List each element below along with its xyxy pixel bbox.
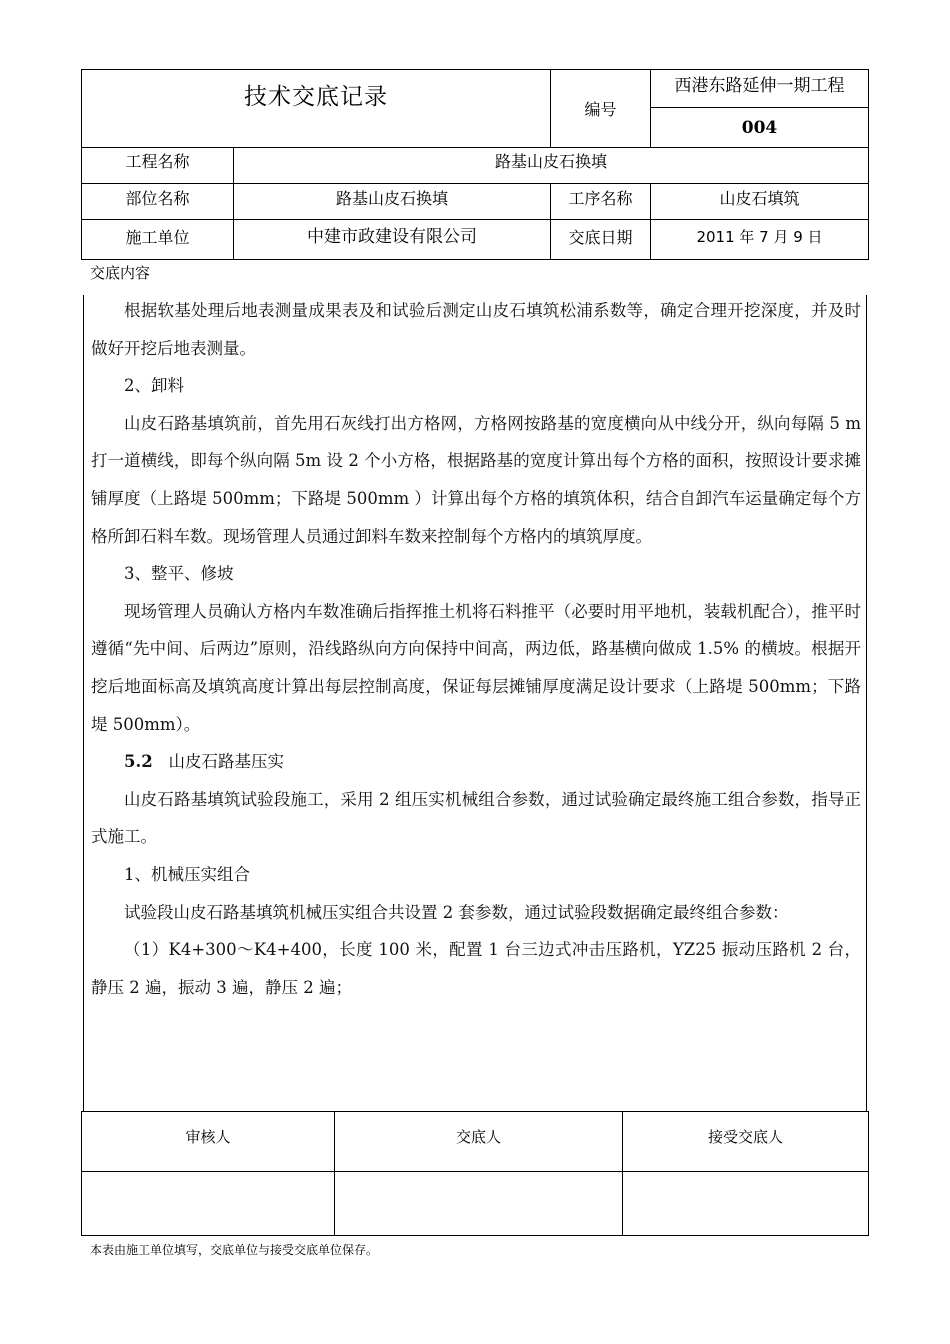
paragraph: 山皮石路基填筑前，首先用石灰线打出方格网，方格网按路基的宽度横向从中线分开，纵向每隔 5 m 打一道横线，即每个纵向隔 5m 设 2 个小方格，根据路基的宽度计算出每个方格的面积，按照设计要求摊铺厚度（上路堤 500mm；下路堤 500mm ）计算出每个方格的填筑体积，结合自卸汽车运量确定每个方格所卸石料车数。现场管理人员通过卸料车数来控制每个方格内的填筑厚度。	[91, 413, 861, 546]
project-name: 西港东路延伸一期工程	[674, 75, 845, 96]
table-border	[868, 1111, 869, 1235]
unit-value: 中建市政建设有限公司	[307, 226, 477, 247]
paragraph: 现场管理人员确认方格内车数准确后指挥推土机将石料推平（必要时用平地机，装载机配合），推平时遵循“先中间、后两边”原则，沿线路纵向方向保持中间高，两边低，路基横向做成 1.5% 的横坡。根据开挖后地面标高及填筑高度计算出每层控制高度，保证每层摊铺厚度满足设计要求（上路堤 500mm；下路堤 500mm）。	[91, 601, 861, 734]
section-heading	[91, 743, 861, 781]
paragraph: 山皮石路基填筑试验段施工，采用 2 组压实机械组合参数，通过试验确定最终施工组合参数，指导正式施工。	[91, 789, 861, 847]
table-border	[81, 259, 869, 260]
receiver-signature-field[interactable]	[623, 1172, 868, 1234]
discloser-signature-field[interactable]	[335, 1172, 622, 1234]
part-value: 路基山皮石换填	[335, 189, 448, 208]
receiver-label: 接受交底人	[707, 1127, 783, 1146]
paragraph: （1）K4+300～K4+400，长度 100 米，配置 1 台三边式冲击压路机，YZ25 振动压路机 2 台，静压 2 遍，振动 3 遍，静压 2 遍；	[91, 940, 861, 997]
content-border-right	[866, 295, 867, 1112]
reviewer-label: 审核人	[185, 1127, 231, 1146]
page-title: 技术交底记录	[244, 83, 388, 110]
paragraph: 试验段山皮石路基填筑机械压实组合共设置 2 套参数，通过试验段数据确定最终组合参数：	[124, 902, 789, 922]
content-body	[91, 292, 861, 1006]
table-border	[81, 1235, 869, 1236]
content-label: 交底内容	[90, 264, 151, 282]
section-number: 5.2	[124, 752, 153, 772]
date-value: 2011 年 7 月 9 日	[696, 227, 823, 246]
footnote: 本表由施工单位填写，交底单位与接受交底单位保存。	[90, 1243, 379, 1257]
content-border-left	[83, 295, 84, 1112]
heading-unload: 2、卸料	[124, 376, 184, 396]
code-label: 编号	[584, 100, 617, 119]
table-border	[868, 69, 869, 259]
process-label: 工序名称	[568, 189, 633, 208]
date-label: 交底日期	[568, 227, 633, 247]
reviewer-signature-field[interactable]	[82, 1172, 334, 1234]
section-title: 山皮石路基压实	[168, 752, 284, 772]
unit-label: 施工单位	[125, 227, 190, 247]
process-value: 山皮石填筑	[719, 189, 800, 208]
code-value: 004	[741, 117, 778, 138]
discloser-label: 交底人	[455, 1127, 501, 1146]
project-label: 工程名称	[125, 151, 190, 171]
part-label: 部位名称	[125, 189, 190, 208]
heading-level-slope: 3、整平、修坡	[124, 564, 234, 584]
paragraph: 根据软基处理后地表测量成果表及和试验后测定山皮石填筑松浦系数等，确定合理开挖深度，并及时做好开挖后地表测量。	[91, 301, 861, 358]
heading-compaction: 1、机械压实组合	[124, 864, 250, 884]
project-value: 路基山皮石换填	[494, 151, 607, 171]
